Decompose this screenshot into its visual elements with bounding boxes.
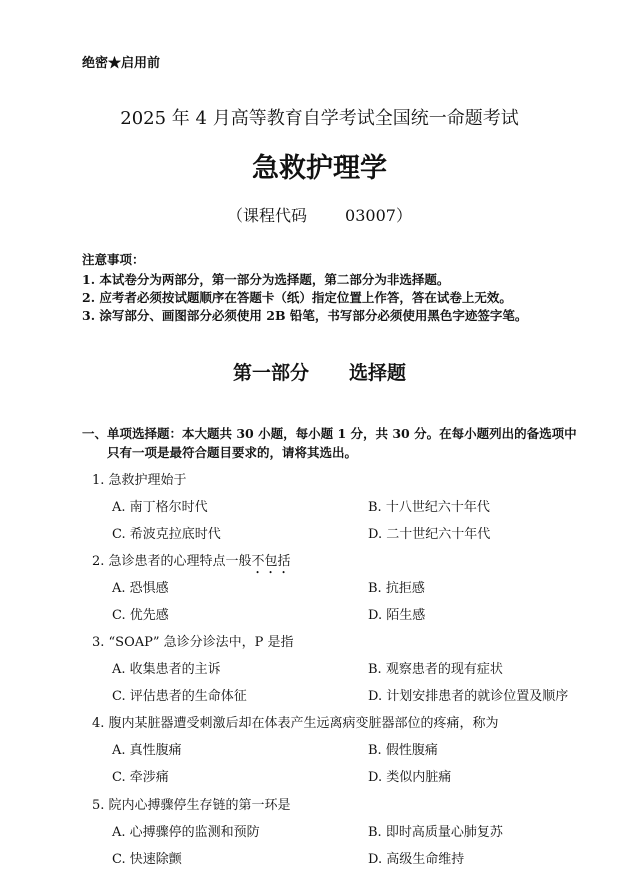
section-instructions: 一、单项选择题：本大题共 30 小题，每小题 1 分，共 30 分。在每小题列出的备选项中 — [82, 426, 577, 441]
note-item: 2. 应考者必须按试题顺序在答题卡（纸）指定位置上作答，答在试卷上无效。 — [82, 290, 512, 305]
subject-title: 急救护理学 — [252, 153, 387, 184]
option-c: C. 优先感 — [112, 608, 169, 623]
option-d: D. 计划安排患者的就诊位置及顺序 — [368, 689, 569, 704]
option-a: A. 收集患者的主诉 — [112, 662, 221, 677]
option-d: D. 陌生感 — [368, 608, 426, 623]
section-instructions-cont: 只有一项是最符合题目要求的，请将其选出。 — [107, 445, 358, 460]
option-a: A. 真性腹痛 — [112, 743, 182, 758]
option-a: A. 恐惧感 — [112, 581, 169, 596]
course-code-label: （课程代码 — [227, 206, 308, 225]
confidential-label: 绝密★启用前 — [82, 56, 161, 71]
option-a: A. 心搏骤停的监测和预防 — [112, 825, 260, 840]
option-c: C. 快速除颤 — [112, 852, 182, 867]
question-stem: 5. 院内心搏骤停生存链的第一环是 — [92, 798, 291, 813]
option-d: D. 二十世纪六十年代 — [368, 527, 491, 542]
option-c: C. 希波克拉底时代 — [112, 527, 221, 542]
option-c: C. 评估患者的生命体征 — [112, 689, 247, 704]
question-stem: 4. 腹内某脏器遭受刺激后却在体表产生远离病变脏器部位的疼痛，称为 — [92, 716, 499, 731]
note-item: 3. 涂写部分、画图部分必须使用 2B 铅笔，书写部分必须使用黑色字迹签字笔。 — [82, 308, 528, 323]
option-c: C. 牵涉痛 — [112, 770, 169, 785]
option-b: B. 假性腹痛 — [368, 743, 438, 758]
question-stem: 1. 急救护理始于 — [92, 473, 187, 488]
question-stem-text: 2. 急诊患者的心理特点一般 — [92, 554, 252, 569]
notes-heading: 注意事项： — [82, 252, 145, 267]
option-b: B. 即时高质量心肺复苏 — [368, 825, 503, 840]
exam-title: 2025 年 4 月高等教育自学考试全国统一命题考试 — [120, 108, 519, 129]
option-b: B. 抗拒感 — [368, 581, 425, 596]
emphasized-text: 不包括 — [251, 554, 291, 569]
note-item: 1. 本试卷分为两部分，第一部分为选择题，第二部分为非选择题。 — [82, 272, 450, 287]
question-stem — [92, 550, 291, 577]
option-a: A. 南丁格尔时代 — [112, 500, 208, 515]
option-d: D. 高级生命维持 — [368, 852, 465, 867]
part-heading — [0, 358, 639, 385]
part-label: 第一部分 — [232, 362, 309, 384]
course-code-number: 03007） — [345, 206, 412, 225]
option-b: B. 观察患者的现有症状 — [368, 662, 503, 677]
part-name: 选择题 — [349, 362, 407, 384]
course-code — [0, 203, 639, 226]
question-stem: 3. “SOAP” 急诊分诊法中，P 是指 — [92, 635, 294, 650]
option-b: B. 十八世纪六十年代 — [368, 500, 490, 515]
option-d: D. 类似内脏痛 — [368, 770, 452, 785]
